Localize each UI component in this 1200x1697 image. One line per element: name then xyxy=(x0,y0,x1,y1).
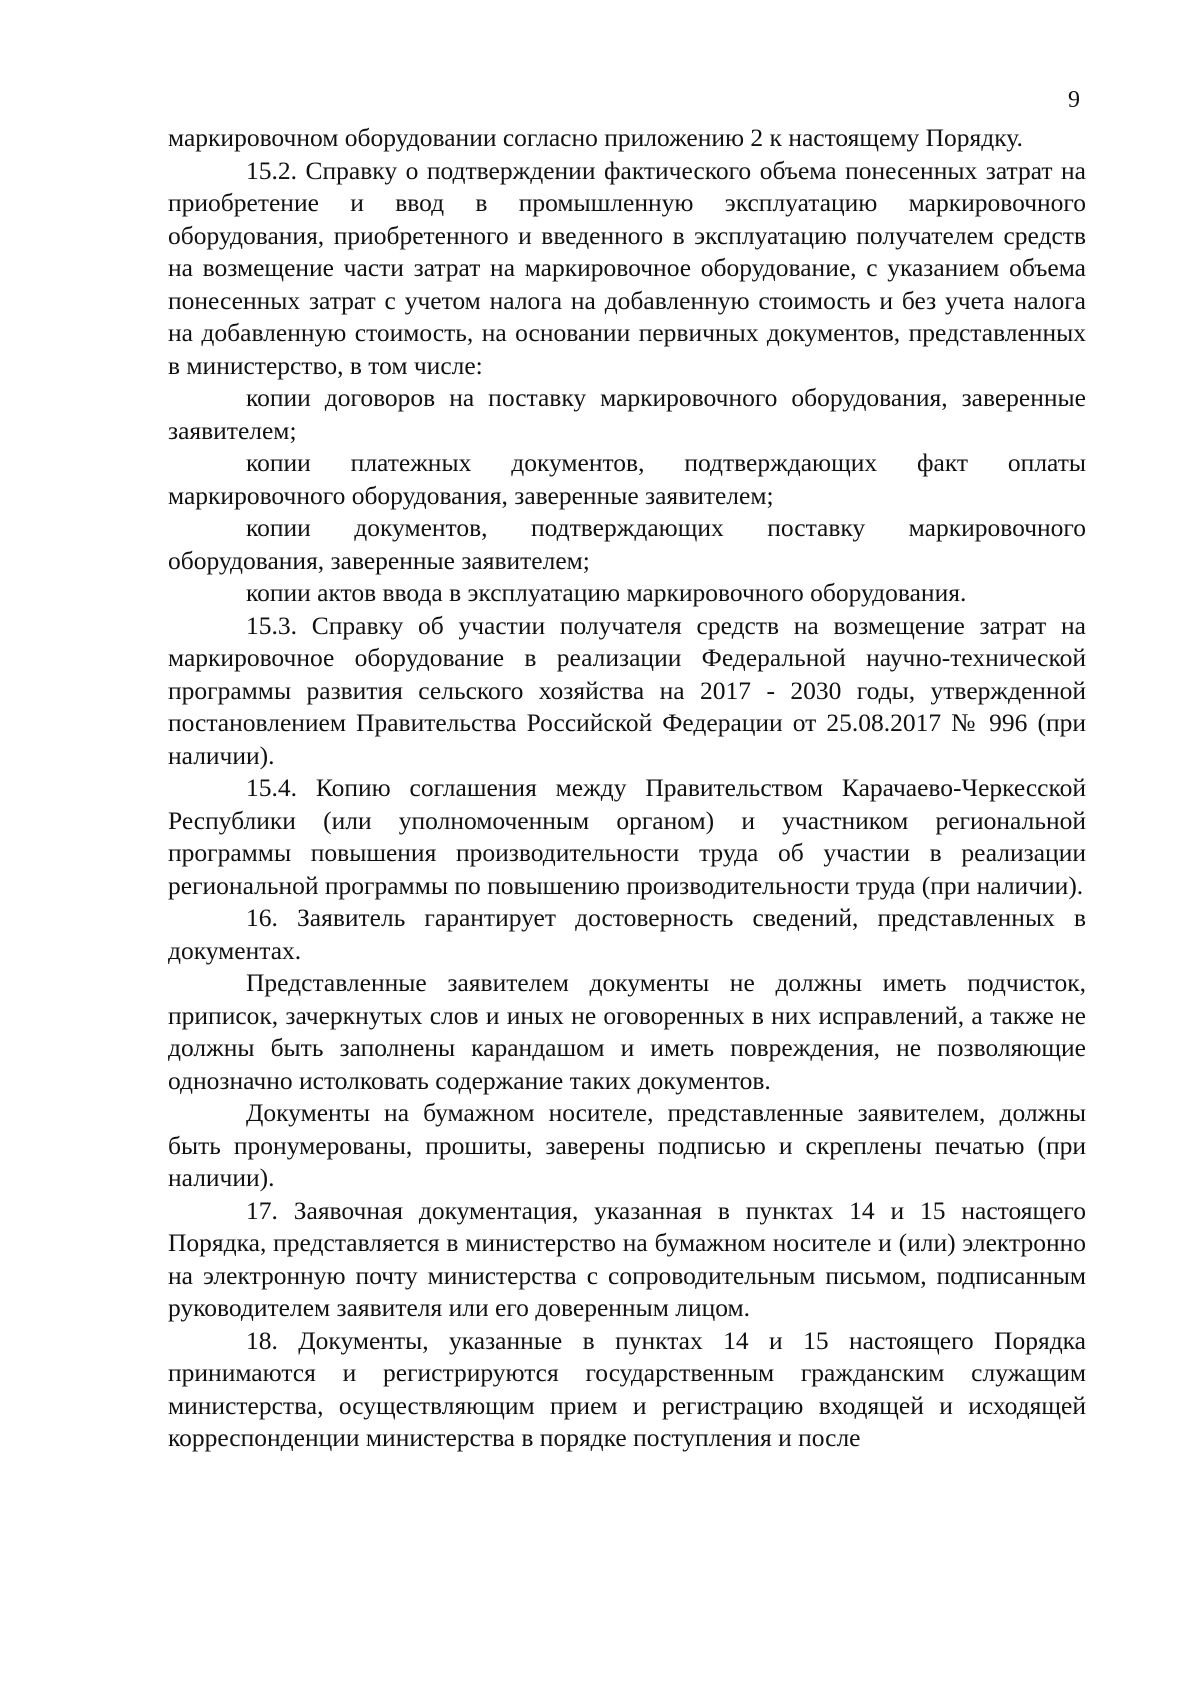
paragraph-continuation: маркировочном оборудовании согласно приложению 2 к настоящему Порядку. xyxy=(168,123,1023,152)
paragraph-18: 18. Документы, указанные в пунктах 14 и 15 настоящего Порядка принимаются и регистрируются государственным гражданским служащим министерства, осуществляющим прием и регистрацию входящей и исходящей корреспонденции министерства в порядке поступления и после xyxy=(168,1325,1086,1452)
paragraph-15-4: 15.4. Копию соглашения между Правительством Карачаево-Черкесской Республики (или уполномоченным органом) и участником региональной программы повышения производительности труда об участии в реализации региональной программы по повышению производительности труда (при наличии). xyxy=(168,773,1086,900)
list-item-contracts: копии договоров на поставку маркировочного оборудования, заверенные заявителем; xyxy=(168,383,1086,445)
paragraph-16: 16. Заявитель гарантирует достоверность сведений, представленных в документах. xyxy=(168,903,1086,965)
list-item-acts: копии актов ввода в эксплуатацию маркировочного оборудования. xyxy=(246,578,967,607)
page-number: 9 xyxy=(1068,87,1080,113)
paragraph-16-documents: Представленные заявителем документы не должны иметь подчисток, приписок, зачеркнутых слов и иных не оговоренных в них исправлений, а также не должны быть заполнены карандашом и иметь повреждения, не позволяющие однозначно истолковать содержание таких документов. xyxy=(168,968,1086,1095)
list-item-delivery: копии документов, подтверждающих поставку маркировочного оборудования, заверенные заявителем; xyxy=(168,513,1086,575)
list-item-payments: копии платежных документов, подтверждающих факт оплаты маркировочного оборудования, заверенные заявителем; xyxy=(168,448,1086,510)
paragraph-15-3: 15.3. Справку об участии получателя средств на возмещение затрат на маркировочное оборудование в реализации Федеральной научно-технической программы развития сельского хозяйства на 2017 - 2030 годы, утвержденной постановлением Правительства Российской Федерации от 25.08.2017 № 996 (при наличии). xyxy=(168,610,1086,770)
document-body xyxy=(168,122,1086,1455)
paragraph-15-2: 15.2. Справку о подтверждении фактического объема понесенных затрат на приобретение и ввод в промышленную эксплуатацию маркировочного оборудования, приобретенного и введенного в эксплуатацию получателем средств на возмещение части затрат на маркировочное оборудование, с указанием объема понесенных затрат с учетом налога на добавленную стоимость и без учета налога на добавленную стоимость, на основании первичных документов, представленных в министерство, в том числе: xyxy=(168,155,1086,380)
paragraph-17: 17. Заявочная документация, указанная в пунктах 14 и 15 настоящего Порядка, представляется в министерство на бумажном носителе и (или) электронно на электронную почту министерства с сопроводительным письмом, подписанным руководителем заявителя или его доверенным лицом. xyxy=(168,1195,1086,1322)
paragraph-16-paper: Документы на бумажном носителе, представленные заявителем, должны быть пронумерованы, прошиты, заверены подписью и скреплены печатью (при наличии). xyxy=(168,1098,1086,1192)
